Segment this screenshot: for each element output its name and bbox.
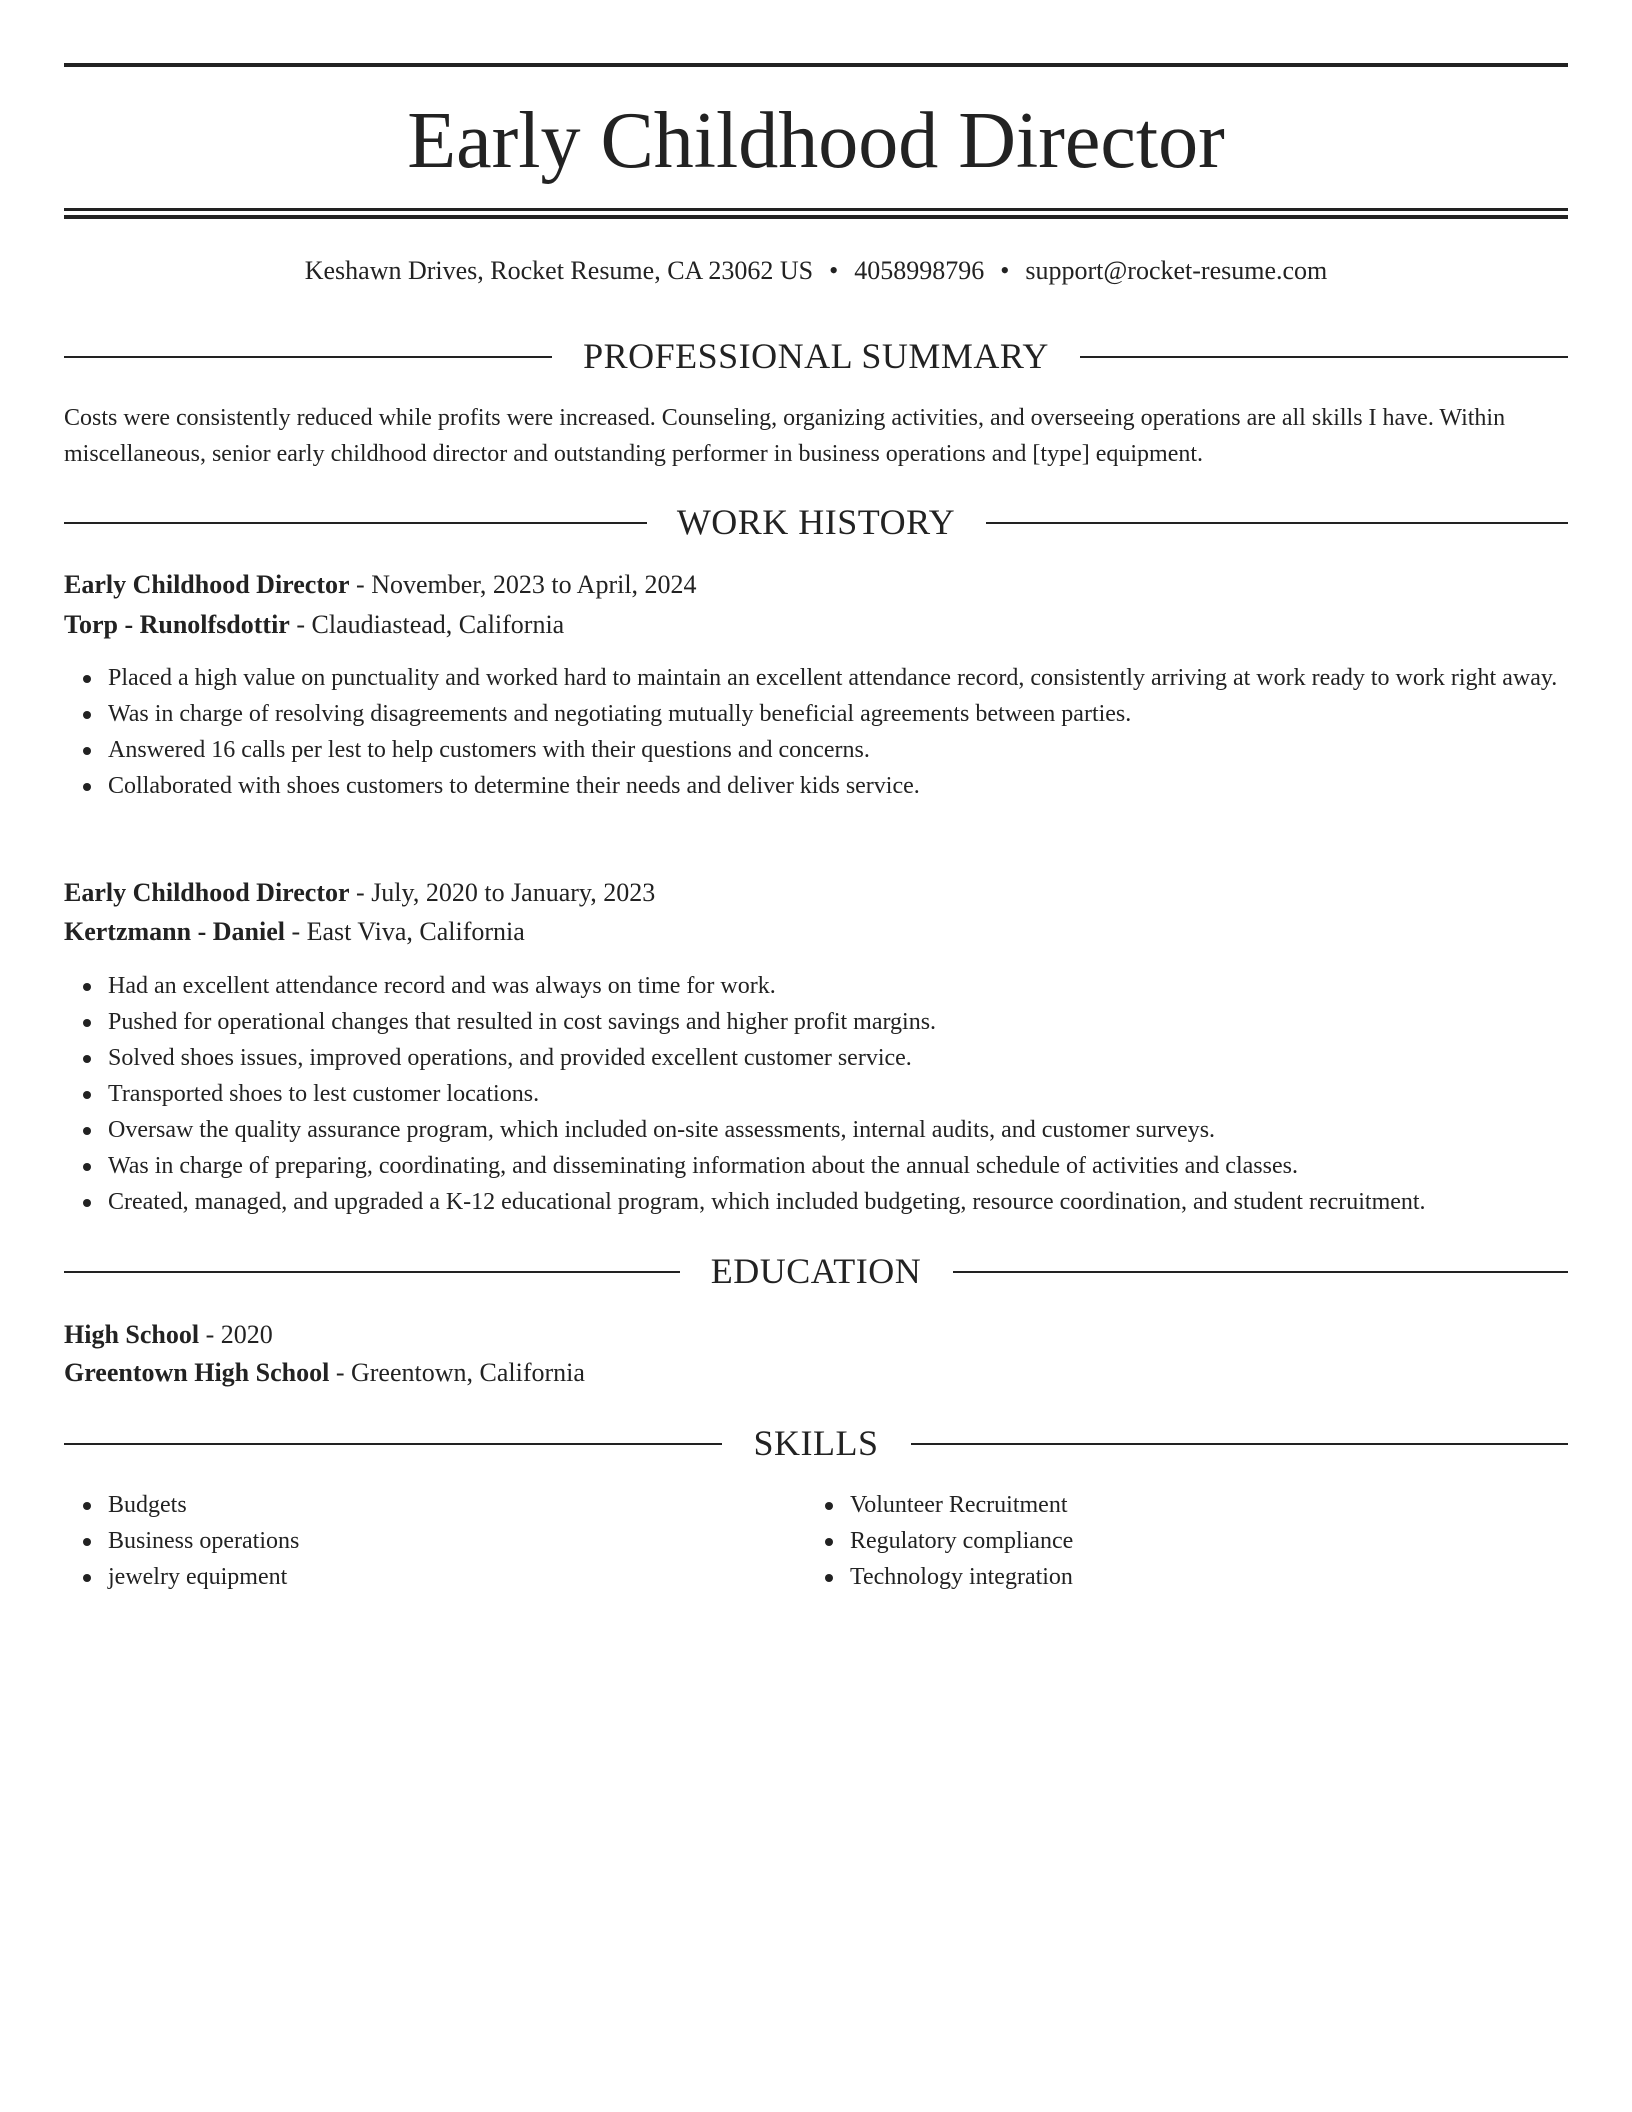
contact-address: Keshawn Drives, Rocket Resume, CA 23062 US — [304, 256, 814, 285]
skills-list-right — [806, 1487, 1550, 1595]
job-company-line — [64, 913, 1568, 951]
education-school-line — [64, 1354, 1568, 1392]
education-school: Greentown High School — [64, 1358, 330, 1387]
job-company-line — [64, 606, 1568, 644]
skill-item: Technology integration — [850, 1559, 1550, 1595]
header-bottom-rule-2 — [64, 215, 1568, 219]
education-degree: High School — [64, 1320, 200, 1349]
section-title: PROFESSIONAL SUMMARY — [583, 336, 1049, 376]
job-title: Early Childhood Director — [64, 878, 350, 907]
education-degree-line — [64, 1316, 1568, 1354]
heading-rule-right — [953, 1271, 1568, 1273]
list-item: Solved shoes issues, improved operations, and provided excellent customer service. — [108, 1040, 1612, 1076]
job-bullets — [64, 968, 1612, 1220]
job-company: Torp - Runolfsdottir — [64, 610, 290, 639]
resume-name-title: Early Childhood Director — [407, 97, 1225, 185]
job-location: - East Viva, California — [284, 917, 525, 946]
job-company: Kertzmann - Daniel — [64, 917, 285, 946]
contact-line — [64, 252, 1568, 290]
heading-rule-right — [911, 1443, 1568, 1445]
job-dates: - July, 2020 to January, 2023 — [349, 878, 656, 907]
skill-item: Regulatory compliance — [850, 1523, 1550, 1559]
skill-item: Budgets — [108, 1487, 808, 1523]
contact-separator: • — [829, 256, 839, 285]
header-top-rule — [64, 63, 1568, 67]
education-year: - 2020 — [199, 1320, 273, 1349]
section-title: SKILLS — [753, 1423, 879, 1463]
contact-separator: • — [1000, 256, 1010, 285]
education-location: - Greentown, California — [329, 1358, 585, 1387]
list-item: Placed a high value on punctuality and worked hard to maintain an excellent attendance record, consistently arriving at work ready to work right away. — [108, 660, 1612, 696]
list-item: Was in charge of preparing, coordinating, and disseminating information about the annual schedule of activities and classes. — [108, 1148, 1612, 1184]
contact-email: support@rocket-resume.com — [1025, 256, 1328, 285]
job-bullets — [64, 660, 1612, 804]
heading-rule-right — [986, 522, 1568, 524]
header-bottom-rule — [64, 208, 1568, 211]
section-heading-summary — [64, 331, 1568, 381]
job-location: - Claudiastead, California — [289, 610, 565, 639]
section-title: WORK HISTORY — [676, 502, 956, 542]
job-dates: - November, 2023 to April, 2024 — [349, 570, 697, 599]
job-title: Early Childhood Director — [64, 570, 350, 599]
section-heading-work — [64, 497, 1568, 547]
job-title-line — [64, 874, 1568, 912]
skill-item: Volunteer Recruitment — [850, 1487, 1550, 1523]
list-item: Created, managed, and upgraded a K-12 educational program, which included budgeting, resource coordination, and student recruitment. — [108, 1184, 1612, 1220]
skills-list-left — [64, 1487, 808, 1595]
section-heading-skills — [64, 1418, 1568, 1468]
list-item: Oversaw the quality assurance program, which included on-site assessments, internal audits, and customer surveys. — [108, 1112, 1612, 1148]
section-title: EDUCATION — [710, 1251, 922, 1291]
skill-item: jewelry equipment — [108, 1559, 808, 1595]
list-item: Was in charge of resolving disagreements and negotiating mutually beneficial agreements between parties. — [108, 696, 1612, 732]
list-item: Transported shoes to lest customer locations. — [108, 1076, 1612, 1112]
contact-phone: 4058998796 — [854, 256, 985, 285]
list-item: Collaborated with shoes customers to determine their needs and deliver kids service. — [108, 768, 1612, 804]
skill-item: Business operations — [108, 1523, 808, 1559]
summary-text: Costs were consistently reduced while profits were increased. Counseling, organizing activities, and overseeing operations are all skills I have. Within miscellaneous, senior early childhood director and outstanding performer in business operations and [type] equipment. — [64, 405, 1506, 467]
heading-rule-right — [1080, 356, 1568, 358]
list-item: Had an excellent attendance record and was always on time for work. — [108, 968, 1612, 1004]
list-item: Pushed for operational changes that resulted in cost savings and higher profit margins. — [108, 1004, 1612, 1040]
section-heading-education — [64, 1246, 1568, 1296]
list-item: Answered 16 calls per lest to help customers with their questions and concerns. — [108, 732, 1612, 768]
job-title-line — [64, 566, 1568, 604]
